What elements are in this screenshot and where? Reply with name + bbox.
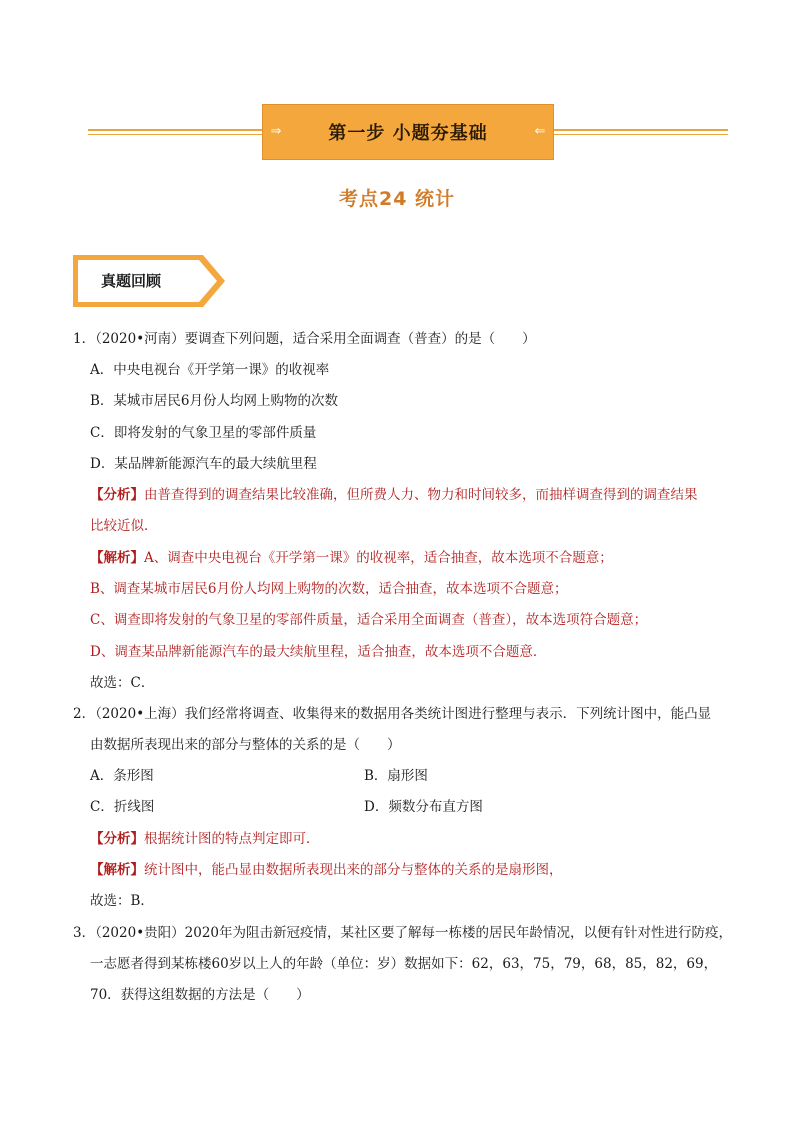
q1-option-a: A．中央电视台《开学第一课》的收视率 (90, 362, 330, 378)
q1-solution-tag: 【解析】 (90, 550, 144, 566)
q3-stem-line-1: 3．（2020•贵阳）2020年为阻击新冠疫情，某社区要了解每一栋楼的居民年龄情况，以便有针对性进行防疫， (73, 925, 733, 941)
q2-option-a: A．条形图 (90, 768, 154, 784)
q1-option-c: C．即将发射的气象卫星的零部件质量 (90, 425, 317, 441)
double-arrow-left-icon: ⇐ (534, 124, 546, 139)
q3-stem-line-2: 一志愿者得到某栋楼60岁以上人的年龄（单位：岁）数据如下：62，63，75，79，68，85，82，69， (90, 956, 718, 972)
section-tag (73, 255, 225, 307)
q2-analysis-line (90, 830, 320, 848)
q2-stem-line-1: 2．（2020•上海）我们经常将调查、收集得来的数据用各类统计图进行整理与表示．下列统计图中，能凸显 (73, 706, 712, 722)
q1-solution-line-3: C、调查即将发射的气象卫星的零部件质量，适合采用全面调查（普查），故本选项符合题意； (90, 612, 648, 628)
q1-stem: 1．（2020•河南）要调查下列问题，适合采用全面调查（普查）的是（ ） (73, 331, 536, 347)
banner-line-left-bottom (88, 134, 262, 135)
q3-stem-line-3: 70．获得这组数据的方法是（ ） (90, 987, 310, 1003)
q2-solution-line (90, 861, 563, 879)
banner-line-right-bottom (554, 134, 728, 135)
q2-option-b: B．扇形图 (364, 768, 428, 784)
step-banner (262, 104, 554, 160)
q1-solution-line-2: B、调查某城市居民6月份人均网上购物的次数，适合抽查，故本选项不合题意； (90, 581, 568, 597)
q1-analysis-line-2: 比较近似． (90, 518, 158, 534)
q1-solution-text-1: A、调查中央电视台《开学第一课》的收视率，适合抽查，故本选项不合题意； (144, 550, 613, 566)
banner-line-left-top (88, 129, 262, 131)
q1-solution-line-4: D、调查某品牌新能源汽车的最大续航里程，适合抽查，故本选项不合题意． (90, 644, 547, 660)
q1-answer: 故选：C． (90, 675, 155, 691)
q2-option-c: C．折线图 (90, 799, 155, 815)
q1-solution-line-1 (90, 549, 613, 567)
section-label: 真题回顾 (101, 272, 162, 290)
q2-answer: 故选：B． (90, 893, 154, 909)
banner-title: 第一步 小题夯基础 (328, 123, 488, 144)
topic-title: 考点24 统计 (338, 188, 456, 210)
q1-analysis-line-1 (90, 486, 698, 504)
q2-solution-tag: 【解析】 (90, 862, 144, 878)
q2-analysis-tag: 【分析】 (90, 831, 144, 847)
q1-option-d: D．某品牌新能源汽车的最大续航里程 (90, 456, 317, 472)
double-arrow-right-icon: ⇒ (270, 124, 282, 139)
q1-option-b: B．某城市居民6月份人均网上购物的次数 (90, 393, 339, 409)
banner-line-right-top (554, 129, 728, 131)
q1-analysis-tag: 【分析】 (90, 487, 144, 503)
q2-option-d: D．频数分布直方图 (364, 799, 483, 815)
q2-stem-line-2: 由数据所表现出来的部分与整体的关系的是（ ） (90, 737, 401, 753)
q2-solution-text: 统计图中，能凸显由数据所表现出来的部分与整体的关系的是扇形图， (144, 862, 563, 878)
q1-analysis-text-1: 由普查得到的调查结果比较准确，但所费人力、物力和时间较多，而抽样调查得到的调查结果 (144, 487, 698, 503)
q2-analysis-text: 根据统计图的特点判定即可． (144, 831, 320, 847)
